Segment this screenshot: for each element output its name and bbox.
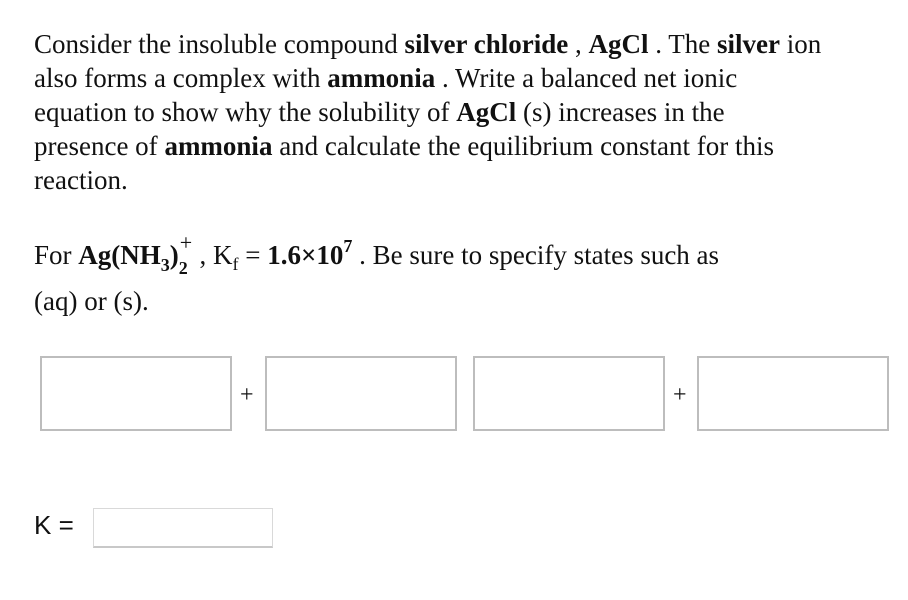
kf-exponent: 7: [343, 236, 353, 256]
question-segment: Consider the insoluble compound: [34, 29, 405, 59]
k-input[interactable]: [94, 509, 272, 546]
equals-sign: =: [238, 240, 268, 270]
plus-sign-reactants: +: [240, 382, 254, 408]
given-comma: ,: [192, 240, 214, 270]
k-input-box[interactable]: [93, 508, 273, 548]
state-note: (aq) or (s).: [34, 286, 149, 316]
complex-formula: $Ag(NH_3)$ + 2: [78, 240, 193, 270]
term-silver: silver: [716, 29, 780, 59]
kf-symbol: $K_f$: [213, 240, 239, 274]
reactant-2-input-box[interactable]: [265, 356, 457, 431]
term-agcl: AgCl: [456, 97, 517, 127]
product-2-input[interactable]: [699, 358, 887, 429]
term-silver-chloride: silver chloride: [404, 29, 569, 59]
term-ammonia: ammonia: [164, 131, 273, 161]
question-segment: ,: [568, 29, 589, 59]
question-segment: . Write a balanced net ionic equation to show why the solubility of: [34, 63, 738, 127]
reactant-2-input[interactable]: [267, 358, 455, 429]
term-agcl: AgCl: [588, 29, 649, 59]
given-prefix: For: [34, 240, 79, 270]
product-2-input-box[interactable]: [697, 356, 889, 431]
question-segment: ion also forms a complex with: [34, 29, 822, 93]
product-1-input-box[interactable]: [473, 356, 665, 431]
subscript-3: 3: [160, 255, 170, 275]
question-segment: (s) increases in the presence of: [34, 97, 725, 161]
term-ammonia: ammonia: [327, 63, 436, 93]
charge-stack: [178, 230, 193, 278]
question-segment: and calculate the equilibrium constant for this reaction.: [34, 131, 775, 195]
product-1-input[interactable]: [475, 358, 663, 429]
given-suffix: . Be sure to specify states such as: [352, 240, 720, 270]
plus-sign-products: +: [673, 382, 687, 408]
question-text: [34, 27, 824, 197]
subscript-2: 2: [178, 258, 188, 278]
k-label: K =: [34, 510, 74, 540]
kf-value: $1.6\times 10^7$: [267, 236, 353, 270]
reactant-1-input[interactable]: [42, 358, 230, 429]
question-segment: . The: [648, 29, 717, 59]
reactant-1-input-box[interactable]: [40, 356, 232, 431]
charge-plus: +: [179, 230, 193, 255]
given-constant-line: [34, 230, 884, 278]
